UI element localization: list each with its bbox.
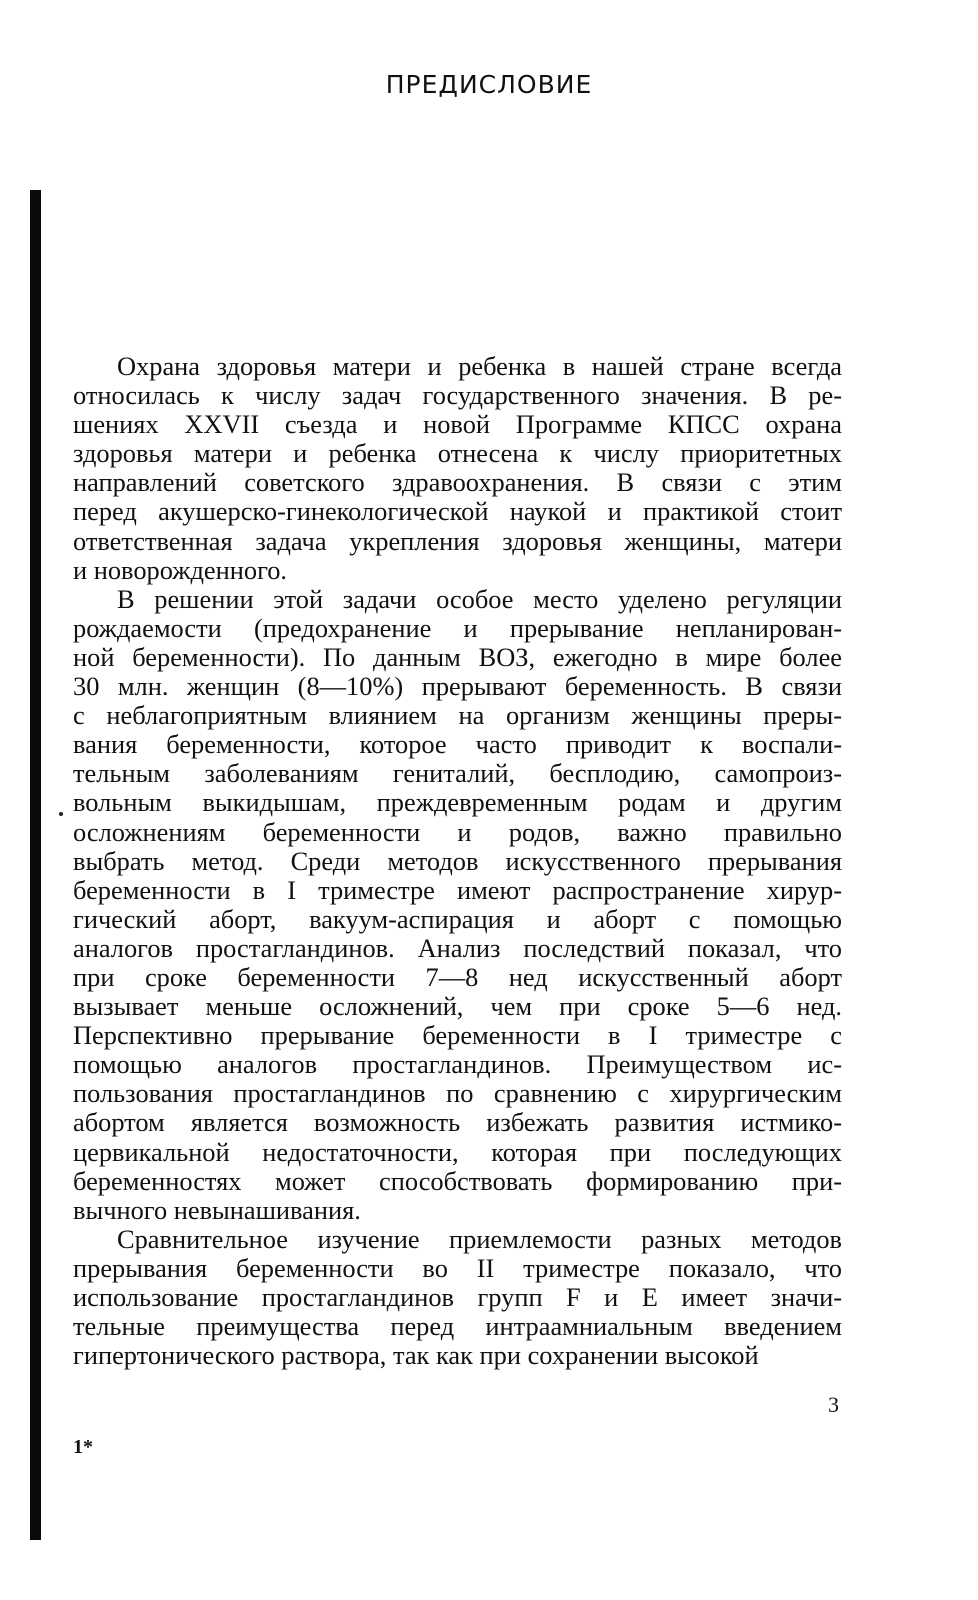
text-line: относилась к числу задач государственного значения. В ре-: [73, 380, 842, 411]
text-line: гипертонического раствора, так как при сохранении высокой: [73, 1340, 759, 1371]
text-line: вычного невынашивания.: [73, 1194, 361, 1225]
text-line: аналогов простагландинов. Анализ последствий показал, что: [73, 932, 842, 963]
text-line: беременностях может способствовать формированию при-: [73, 1165, 842, 1196]
text-line: вольным выкидышам, преждевременным родам и другим: [73, 787, 842, 818]
text-line: тельные преимущества перед интраамниальным введением: [73, 1311, 842, 1342]
text-line: В решении этой задачи особое место уделено регуляции: [117, 583, 842, 614]
body-text: [73, 352, 842, 1370]
text-line: перед акушерско-гинекологической наукой и практикой стоит: [73, 496, 842, 527]
text-line: гический аборт, вакуум-аспирация и аборт с помощью: [73, 903, 842, 934]
text-line: здоровья матери и ребенка отнесена к числу приоритетных: [73, 438, 842, 469]
text-line: использование простагландинов групп F и E имеет значи-: [73, 1282, 842, 1312]
scan-speck: [59, 812, 63, 816]
text-line: помощью аналогов простагландинов. Преимуществом ис-: [73, 1049, 842, 1080]
text-line: направлений советского здравоохранения. В связи с этим: [73, 467, 842, 498]
page-title: ПРЕДИСЛОВИЕ: [385, 70, 593, 99]
text-line: абортом является возможность избежать развития истмико-: [73, 1107, 842, 1138]
text-line: 30 млн. женщин (8—10%) прерывают беременность. В связи: [73, 671, 842, 702]
text-line: при сроке беременности 7—8 нед искусственный аборт: [73, 961, 842, 992]
text-line: прерывания беременности во II триместре показало, что: [73, 1252, 842, 1283]
text-line: вызывает меньше осложнений, чем при сроке 5—6 нед.: [73, 991, 842, 1022]
signature-mark: 1*: [73, 1436, 93, 1458]
book-spine-shadow: [30, 190, 41, 1540]
text-line: и новорожденного.: [73, 554, 288, 585]
text-line: ответственная задача укрепления здоровья женщины, матери: [73, 525, 842, 556]
text-line: шениях XXVII съезда и новой Программе КПСС охрана: [73, 409, 842, 440]
text-line: Перспективно прерывание беременности в I триместре с: [73, 1020, 842, 1051]
text-line: вания беременности, которое часто приводит к воспали-: [73, 729, 842, 760]
text-line: Охрана здоровья матери и ребенка в нашей стране всегда: [117, 351, 842, 381]
text-line: беременности в I триместре имеют распространение хирур-: [73, 874, 842, 905]
text-line: ной беременности). По данным ВОЗ, ежегодно в мире более: [73, 641, 842, 672]
text-line: выбрать метод. Среди методов искусственного прерывания: [73, 845, 842, 876]
text-line: тельным заболеваниям гениталий, бесплодию, самопроиз-: [73, 758, 842, 789]
text-line: с неблагоприятным влиянием на организм женщины преры-: [73, 700, 842, 731]
text-line: цервикальной недостаточности, которая при последующих: [73, 1136, 842, 1167]
page-number: 3: [828, 1392, 839, 1417]
text-line: Сравнительное изучение приемлемости разных методов: [117, 1223, 842, 1254]
text-line: пользования простагландинов по сравнению с хирургическим: [73, 1078, 842, 1109]
text-line: рождаемости (предохранение и прерывание непланирован-: [73, 612, 842, 643]
text-line: осложнениям беременности и родов, важно правильно: [73, 816, 842, 847]
